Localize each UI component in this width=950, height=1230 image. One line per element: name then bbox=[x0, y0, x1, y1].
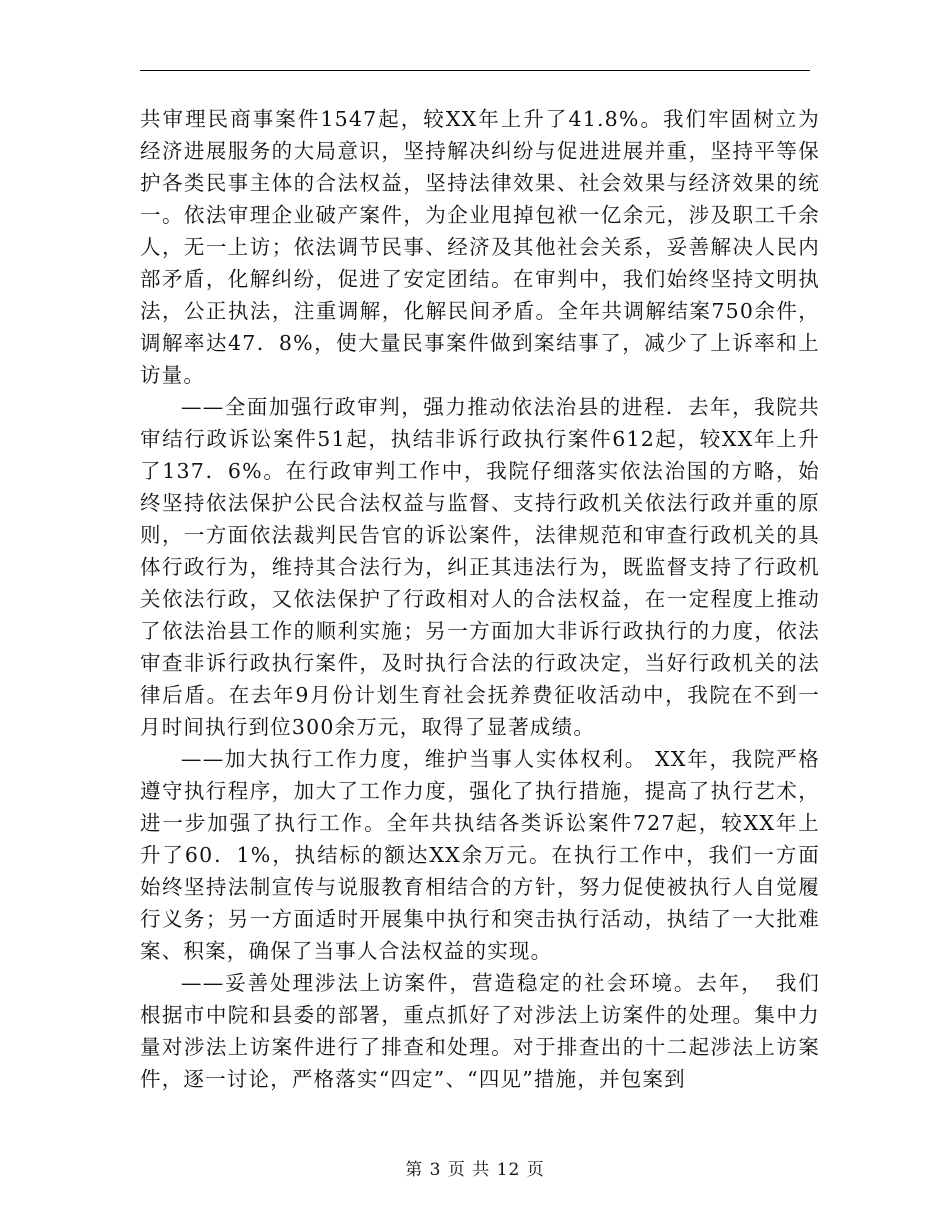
paragraph-1: 共审理民商事案件1547起，较XX年上升了41.8%。我们牢固树立为经济进展服务的大局意识，坚持解决纠纷与促进进展并重，坚持平等保护各类民事主体的合法权益，坚持法律效果、社会效果与经济效果的统一。依法审理企业破产案件，为企业甩掉包袱一亿余元，涉及职工千余人，无一上访；依法调节民事、经济及其他社会关系，妥善解决人民内部矛盾，化解纠纷，促进了安定团结。在审判中，我们始终坚持文明执法，公正执法，注重调解，化解民间矛盾。全年共调解结案750余件，调解率达47．8%，使大量民事案件做到案结事了，减少了上诉率和上访量。 bbox=[140, 107, 820, 387]
document-body bbox=[140, 103, 820, 1095]
page-footer: 第 3 页 共 12 页 bbox=[405, 1160, 545, 1180]
header-rule bbox=[140, 70, 810, 71]
paragraph-2: ——全面加强行政审判，强力推动依法治县的进程．去年，我院共审结行政诉讼案件51起，执结非诉行政执行案件612起，较XX年上升了137．6%。在行政审判工作中，我院仔细落实依法治国的方略，始终坚持依法保护公民合法权益与监督、支持行政机关依法行政并重的原则，一方面依法裁判民告官的诉讼案件，法律规范和审查行政机关的具体行政行为，维持其合法行为，纠正其违法行为，既监督支持了行政机关依法行政，又依法保护了行政相对人的合法权益，在一定程度上推动了依法治县工作的顺利实施；另一方面加大非诉行政执行的力度，依法审查非诉行政执行案件，及时执行合法的行政决定，当好行政机关的法律后盾。在去年9月份计划生育社会抚养费征收活动中，我院在不到一月时间执行到位300余万元，取得了显著成绩。 bbox=[140, 395, 820, 739]
paragraph-4: ——妥善处理涉法上访案件，营造稳定的社会环境。去年， 我们根据市中院和县委的部署，重点抓好了对涉法上访案件的处理。集中力量对涉法上访案件进行了排查和处理。对于排查出的十二起涉法上访案件，逐一讨论，严格落实“四定”、“四见”措施，并包案到 bbox=[140, 971, 820, 1091]
paragraph-3: ——加大执行工作力度，维护当事人实体权利。 XX年，我院严格遵守执行程序，加大了工作力度，强化了执行措施，提高了执行艺术，进一步加强了执行工作。全年共执结各类诉讼案件727起，较XX年上升了60．1%，执结标的额达XX余万元。在执行工作中，我们一方面始终坚持法制宣传与说服教育相结合的方针，努力促使被执行人自觉履行义务；另一方面适时开展集中执行和突击执行活动，执结了一大批难案、积案，确保了当事人合法权益的实现。 bbox=[140, 747, 820, 963]
